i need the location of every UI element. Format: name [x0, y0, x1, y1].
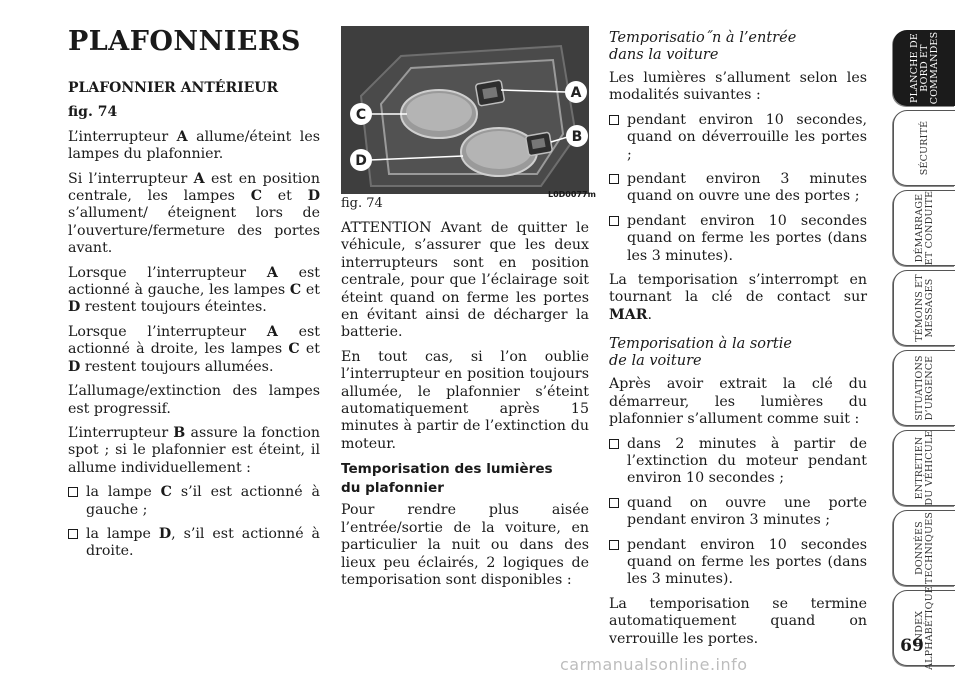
section-heading-plafonnier: PLAFONNIER ANTÉRIEUR	[68, 80, 279, 96]
list-item: quand on ouvre une porte pendant environ 3 minutes ;	[609, 495, 867, 530]
tab-securite[interactable]: SÉCURITÉ	[893, 110, 955, 186]
list-item: pendant environ 10 secondes quand on ferme les portes (dans les 3 minutes).	[609, 213, 867, 265]
checkbox-bullet-icon	[609, 216, 619, 226]
chapter-tabs	[893, 30, 955, 670]
paragraph: Pour rendre plus aisée l’entrée/sortie de la voiture, en particulier la nuit ou dans des lieux peu éclairés, 2 logiques de temporisation sont disponibles :	[341, 502, 589, 588]
checkbox-bullet-icon	[68, 487, 78, 497]
paragraph: L’interrupteur B assure la fonction spot ; si le plafonnier est éteint, il allume individuellement :	[68, 424, 321, 476]
ceiling-light-drawing	[341, 26, 589, 194]
list-item: pendant environ 10 secondes, quand on déverrouille les portes ;	[609, 112, 867, 164]
callout-label-a: A	[570, 85, 582, 101]
figure-reference: fig. 74	[68, 104, 118, 121]
tab-temoins[interactable]: TÉMOINS ET MESSAGES	[893, 270, 955, 346]
paragraph: L’interrupteur A allume/éteint les lampes du plafonnier.	[68, 128, 321, 163]
checkbox-bullet-icon	[609, 115, 619, 125]
checkbox-bullet-icon	[609, 540, 619, 550]
paragraph: Après avoir extrait la clé du démarreur, les lumières du plafonnier s’allument comme suit :	[609, 376, 867, 428]
tab-demarrage[interactable]: DÉMARRAGE ET CONDUITE	[893, 190, 955, 266]
list-item: pendant environ 3 minutes quand on ouvre une des portes ;	[609, 171, 867, 206]
checkbox-bullet-icon	[609, 498, 619, 508]
figure-caption: fig. 74	[341, 196, 383, 211]
list-item: la lampe D, s’il est actionné à droite.	[68, 526, 320, 561]
paragraph: Lorsque l’interrupteur A est actionné à gauche, les lampes C et D restent toujours éteintes.	[68, 264, 321, 316]
subheading-entree: Temporisatio˝n à l’entrée dans la voiture	[609, 30, 797, 63]
tab-entretien[interactable]: ENTRETIEN DU VÉHICULE	[893, 430, 955, 506]
figure-74-illustration	[341, 26, 589, 194]
column-right	[609, 30, 867, 655]
checkbox-bullet-icon	[609, 174, 619, 184]
paragraph: La temporisation se termine automatiquement quand on verrouille les portes.	[609, 595, 867, 647]
page-number: 69	[900, 636, 924, 656]
watermark: carmanualsonline.info	[560, 655, 748, 674]
column-left	[68, 80, 320, 568]
callout-label-b: B	[571, 129, 583, 145]
paragraph: En tout cas, si l’on oublie l’interrupteur en position toujours allumée, le plafonnier s’éteint automatiquement après 15 minutes à partir de l’extinction du moteur.	[341, 348, 589, 452]
column-middle	[341, 220, 589, 596]
section-heading-temporisation: Temporisation des lumières du plafonnier	[341, 461, 553, 497]
paragraph: Si l’interrupteur A est en position centrale, les lampes C et D s’allument/ éteignent lors de l’ouverture/fermeture des portes avant.	[68, 170, 320, 257]
attention-paragraph: ATTENTION Avant de quitter le véhicule, s’assurer que les deux interrupteurs sont en position centrale, pour que l’éclairage soit éteint quand on ferme les portes en évitant ainsi de décharger la batterie.	[341, 220, 589, 341]
checkbox-bullet-icon	[68, 529, 78, 539]
list-item: dans 2 minutes à partir de l’extinction du moteur pendant environ 10 secondes ;	[609, 436, 867, 488]
callout-label-d: D	[355, 153, 367, 169]
list-item: pendant environ 10 secondes quand on ferme les portes (dans les 3 minutes).	[609, 537, 867, 589]
tab-donnees[interactable]: DONNÉES TECHNIQUES	[893, 510, 955, 586]
figure-code: L0D0077m	[548, 190, 596, 199]
paragraph: L’allumage/extinction des lampes est progressif.	[68, 383, 320, 417]
list-item: la lampe C s’il est actionné à gauche ;	[68, 484, 320, 519]
tab-situations[interactable]: SITUATIONS D’URGENCE	[893, 350, 955, 426]
paragraph: Les lumières s’allument selon les modalités suivantes :	[609, 70, 867, 104]
page-title: PLAFONNIERS	[68, 26, 301, 57]
checkbox-bullet-icon	[609, 439, 619, 449]
paragraph: Lorsque l’interrupteur A est actionné à droite, les lampes C et D restent toujours allumées.	[68, 323, 321, 375]
subheading-sortie: Temporisation à la sortie de la voiture	[609, 336, 792, 370]
tab-index[interactable]: INDEX ALPHABÉTIQUE	[893, 590, 955, 666]
tab-planche-de-bord[interactable]: PLANCHE DE BORD ET COMMANDES	[893, 30, 955, 106]
paragraph: La temporisation s’interrompt en tournant la clé de contact sur MAR.	[609, 272, 867, 323]
callout-label-c: C	[355, 107, 367, 123]
